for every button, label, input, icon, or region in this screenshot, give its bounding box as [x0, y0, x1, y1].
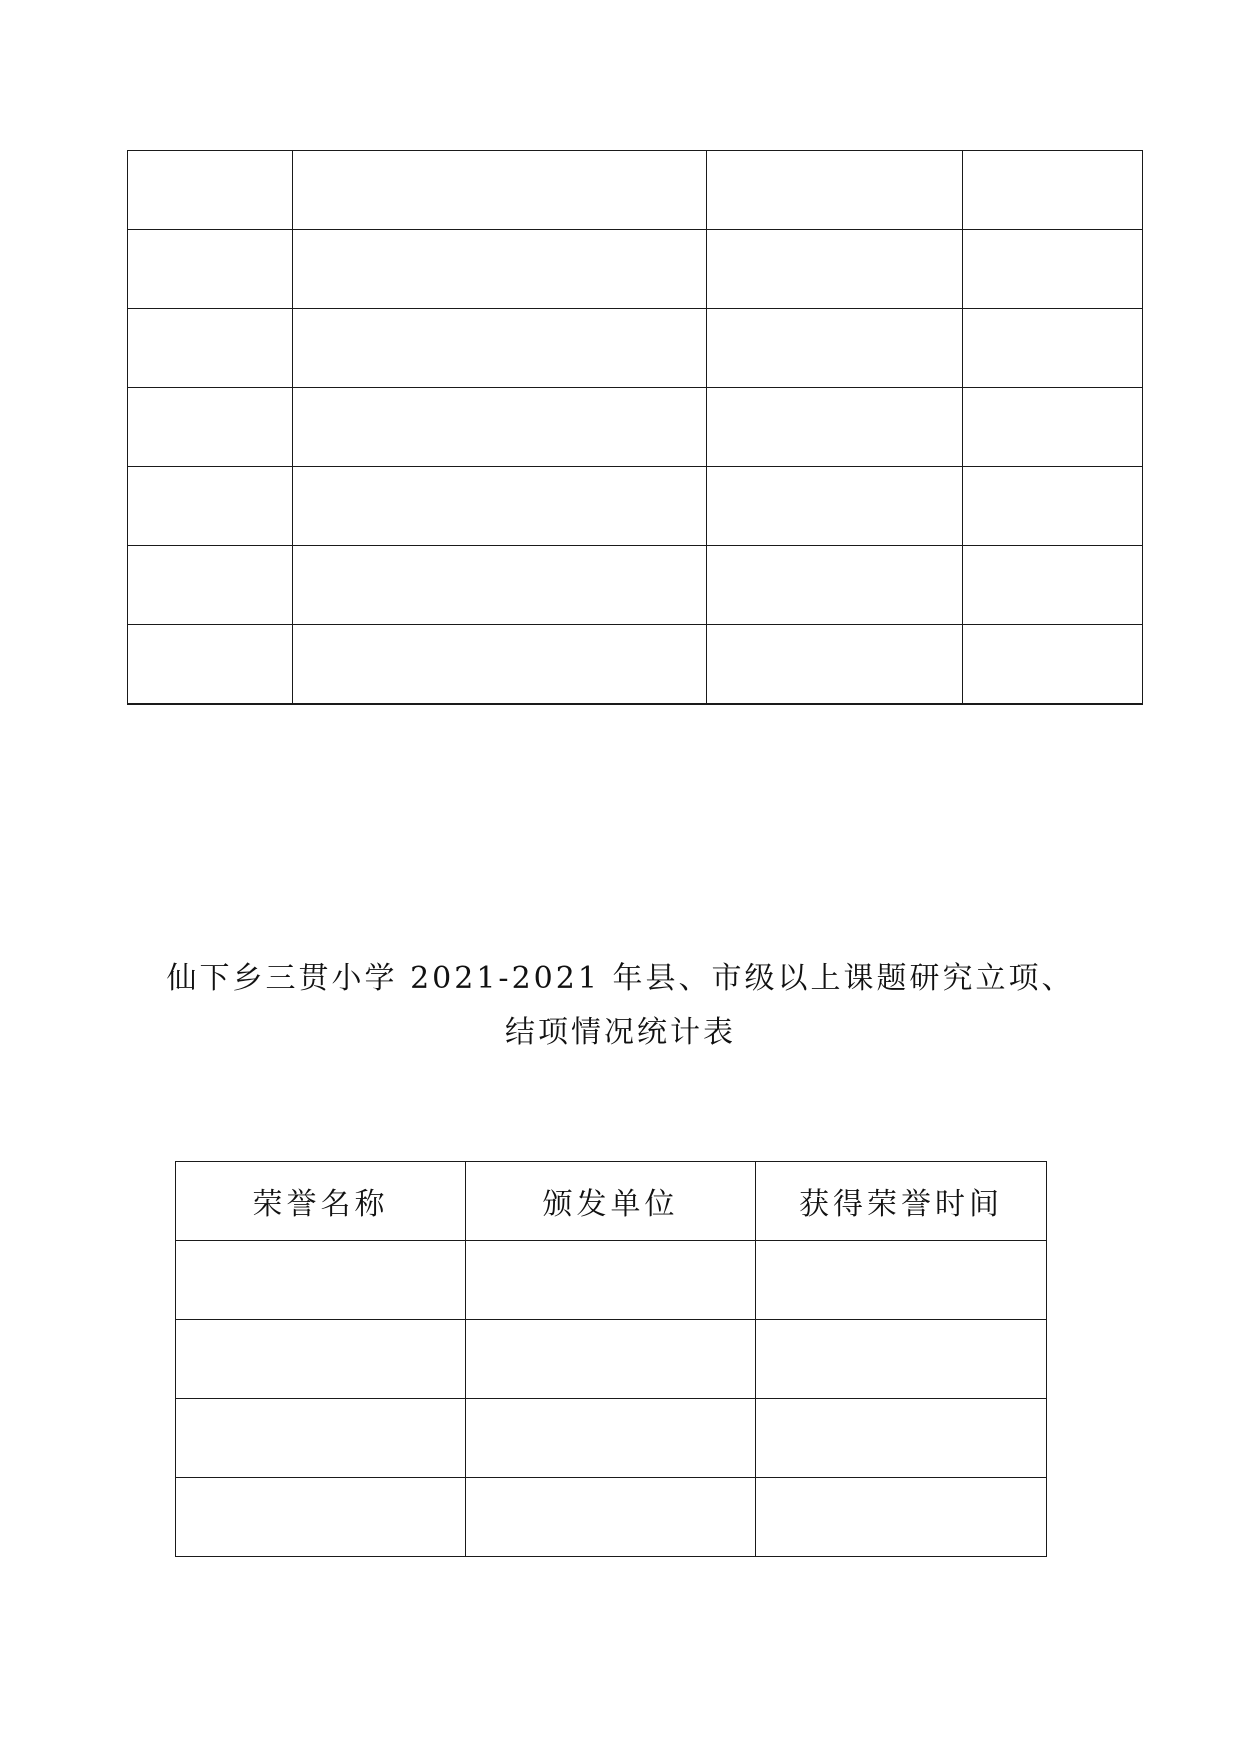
table-cell — [963, 230, 1143, 309]
table-cell — [176, 1241, 466, 1320]
table-cell — [128, 230, 293, 309]
table-cell — [466, 1399, 756, 1478]
page-title — [0, 952, 1241, 1060]
table-cell — [466, 1241, 756, 1320]
title-line-1: 仙下乡三贯小学 2021-2021 年县、市级以上课题研究立项、 — [166, 961, 1075, 996]
column-header-issuer: 颁发单位 — [466, 1162, 756, 1241]
table-cell — [756, 1241, 1047, 1320]
table-row — [176, 1399, 1047, 1478]
table-header-row — [176, 1162, 1047, 1241]
table-cell — [963, 467, 1143, 546]
table-row — [128, 151, 1143, 230]
table-cell — [756, 1399, 1047, 1478]
table-cell — [466, 1478, 756, 1557]
table-cell — [293, 151, 707, 230]
table-row — [128, 230, 1143, 309]
honor-table — [175, 1161, 1047, 1557]
table-cell — [466, 1320, 756, 1399]
table-cell — [293, 388, 707, 467]
table-row — [128, 467, 1143, 546]
table-cell — [963, 151, 1143, 230]
continued-table — [127, 150, 1143, 705]
table-cell — [707, 151, 963, 230]
table-row — [128, 309, 1143, 388]
table-cell — [128, 309, 293, 388]
table-row — [128, 388, 1143, 467]
table-cell — [756, 1320, 1047, 1399]
title-line-2: 结项情况统计表 — [505, 1015, 736, 1050]
table-row — [128, 625, 1143, 705]
table-cell — [128, 625, 293, 705]
table-cell — [128, 467, 293, 546]
table-cell — [756, 1478, 1047, 1557]
table-cell — [707, 625, 963, 705]
table-cell — [128, 546, 293, 625]
table-cell — [963, 309, 1143, 388]
table-cell — [963, 625, 1143, 705]
table-cell — [293, 546, 707, 625]
table-cell — [707, 309, 963, 388]
table-row — [176, 1478, 1047, 1557]
column-header-honor-date: 获得荣誉时间 — [756, 1162, 1047, 1241]
table-cell — [293, 625, 707, 705]
table-cell — [707, 388, 963, 467]
table-cell — [707, 467, 963, 546]
table-cell — [707, 230, 963, 309]
table-cell — [707, 546, 963, 625]
table-cell — [293, 309, 707, 388]
table-cell — [128, 151, 293, 230]
table-cell — [128, 388, 293, 467]
table-cell — [963, 388, 1143, 467]
table-cell — [293, 230, 707, 309]
column-header-honor-name: 荣誉名称 — [176, 1162, 466, 1241]
table-cell — [176, 1399, 466, 1478]
table-row — [176, 1241, 1047, 1320]
table-cell — [176, 1478, 466, 1557]
table-cell — [176, 1320, 466, 1399]
table-cell — [963, 546, 1143, 625]
table-cell — [293, 467, 707, 546]
table-row — [128, 546, 1143, 625]
table-row — [176, 1320, 1047, 1399]
